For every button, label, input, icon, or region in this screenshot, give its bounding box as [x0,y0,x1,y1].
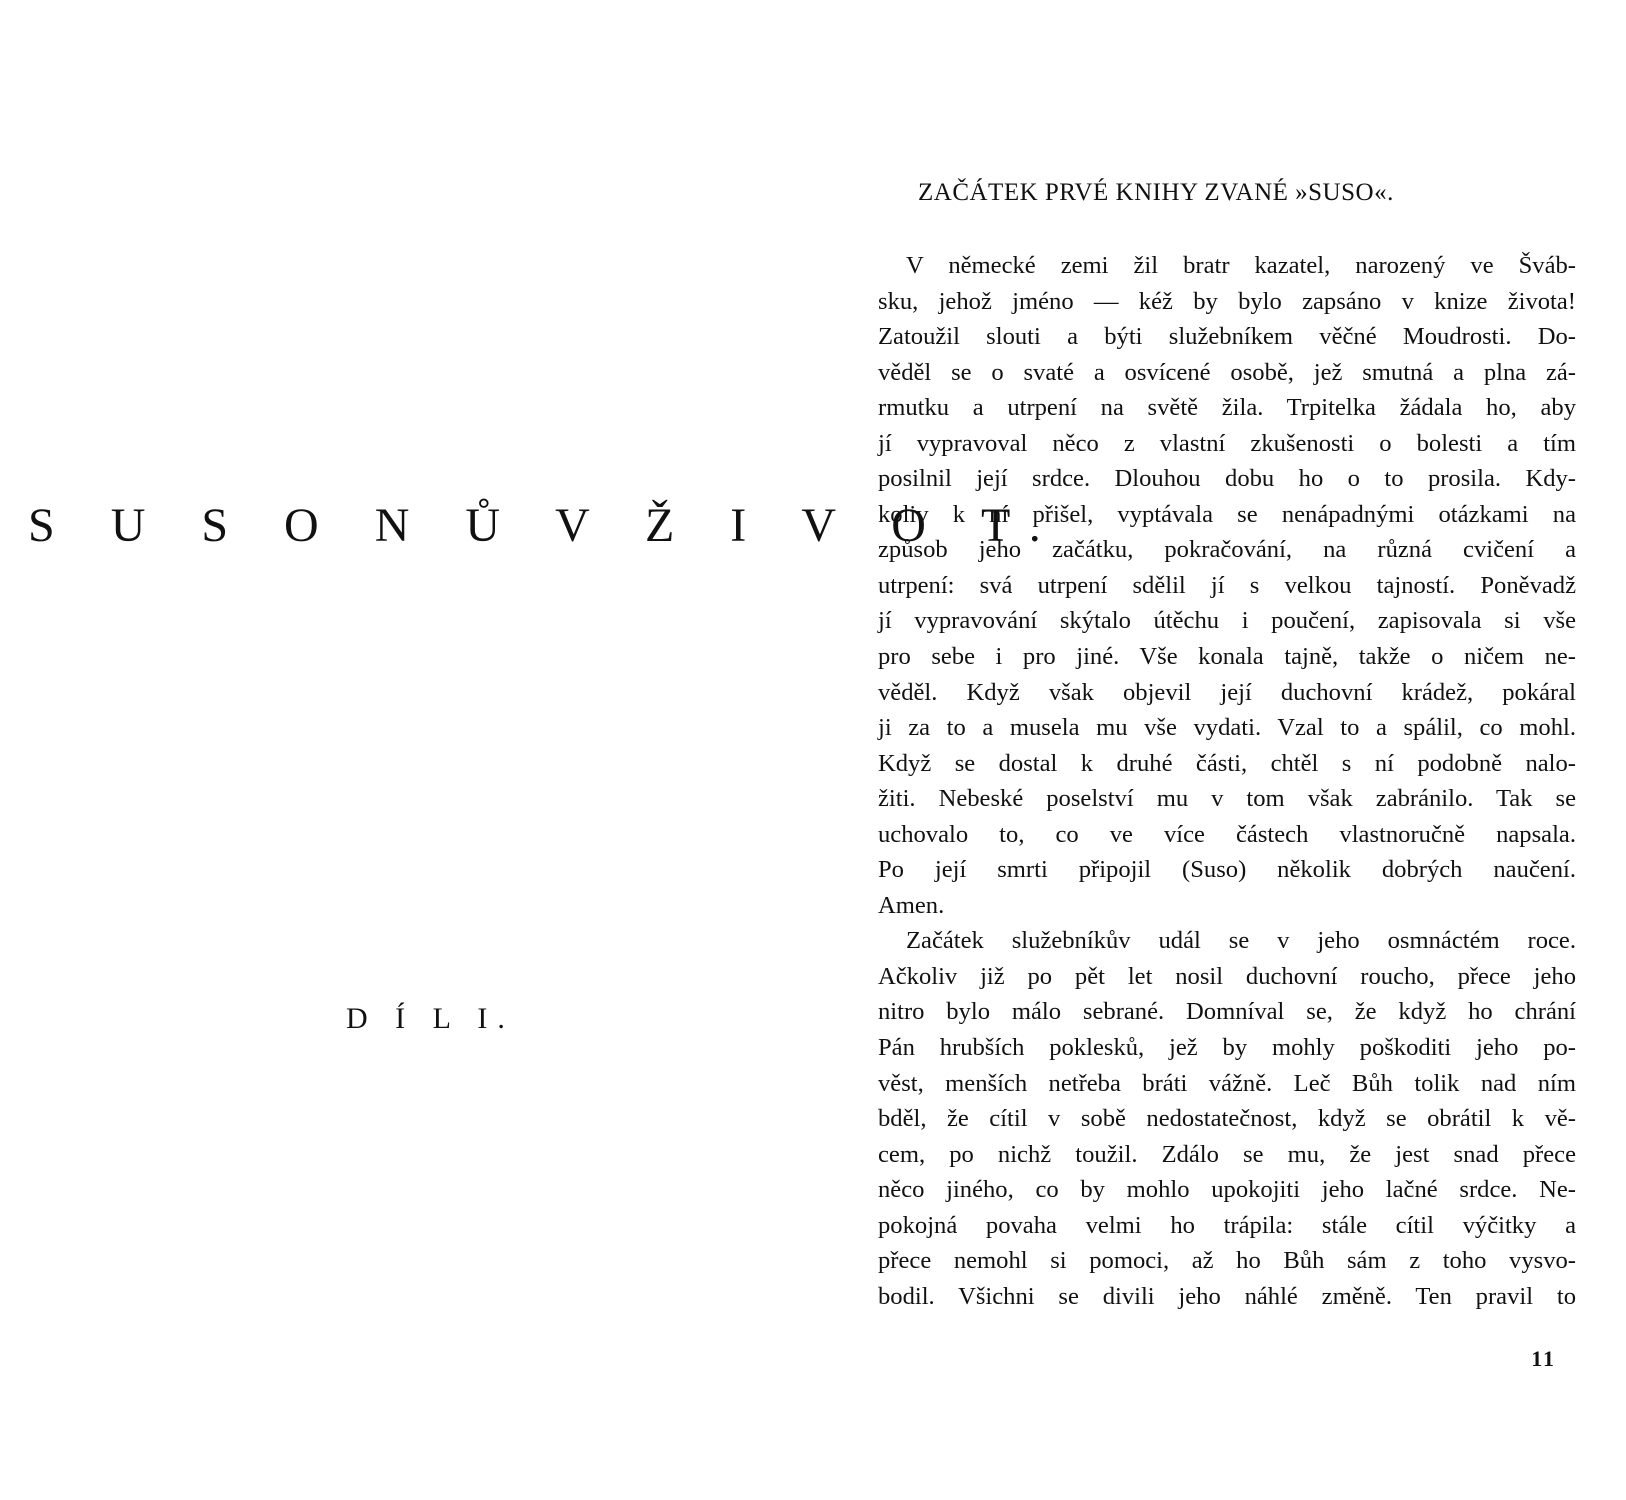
text-line: sku, jehož jméno — kéž by bylo zapsáno v knize života! [878,287,1576,315]
text-line: uchovalo to, co ve více částech vlastnoručně napsala. [878,820,1576,848]
text-line: způsob jeho začátku, pokračování, na různá cvičení a [878,536,1576,564]
text-line: žiti. Nebeské poselství mu v tom však zabránilo. Tak se [878,785,1576,813]
text-line: rmutku a utrpení na světě žila. Trpitelka žádala ho, aby [878,394,1576,422]
text-line: věděl se o svaté a osvícené osobě, jež smutná a plna zá- [878,358,1576,386]
right-page [878,0,1578,1500]
part-title: D Í L I. [346,1002,515,1035]
text-line: koliv k ní přišel, vyptávala se nenápadnými otázkami na [878,500,1576,528]
text-line: posilnil její srdce. Dlouhou dobu ho o to prosila. Kdy- [878,465,1576,493]
text-line: ji za to a musela mu vše vydati. Vzal to a spálil, co mohl. [878,714,1576,742]
text-line: Když se dostal k druhé části, chtěl s ní podobně nalo- [878,749,1576,777]
text-line: bděl, že cítil v sobě nedostatečnost, když se obrátil k vě- [878,1105,1576,1133]
text-line: Ačkoliv již po pět let nosil duchovní roucho, přece jeho [878,962,1576,990]
text-line: pokojná povaha velmi ho trápila: stále cítil výčitky a [878,1211,1576,1239]
text-line: utrpení: svá utrpení sdělil jí s velkou tajností. Poněvadž [878,571,1576,599]
text-line: cem, po nichž toužil. Zdálo se mu, že jest snad přece [878,1140,1576,1168]
text-line: Pán hrubších poklesků, jež by mohly poškoditi jeho po- [878,1034,1576,1062]
body-text [878,248,1576,1314]
text-line: věděl. Když však objevil její duchovní krádež, pokáral [878,678,1576,706]
page-number: 11 [1531,1346,1556,1371]
text-line: jí vypravoval něco z vlastní zkušenosti o bolesti a tím [878,429,1576,457]
chapter-heading: ZAČÁTEK PRVÉ KNIHY ZVANÉ »SUSO«. [918,179,1394,206]
text-line: Zatoužil slouti a býti služebníkem věčné Moudrosti. Do- [878,323,1576,351]
text-line: Po její smrti připojil (Suso) několik dobrých naučení. [878,856,1576,884]
text-line: jí vypravování skýtalo útěchu i poučení, zapisovala si vše [878,607,1576,635]
text-line: nitro bylo málo sebrané. Domníval se, že když ho chrání [878,998,1576,1026]
text-line: pro sebe i pro jiné. Vše konala tajně, takže o ničem ne- [878,643,1576,671]
text-line: věst, menších netřeba bráti vážně. Leč Bůh tolik nad ním [878,1069,1576,1097]
book-title: S U S O N Ů V Ž I V O T. [28,499,1063,552]
text-line: bodil. Všichni se divili jeho náhlé změně. Ten pravil to [878,1282,1576,1310]
text-line: přece nemohl si pomoci, až ho Bůh sám z toho vysvo- [878,1247,1576,1275]
text-line: Amen. [878,891,945,919]
text-line: něco jiného, co by mohlo upokojiti jeho lačné srdce. Ne- [878,1176,1576,1204]
text-line: V německé zemi žil bratr kazatel, narozený ve Šváb- [906,252,1576,279]
text-line: Začátek služebníkův udál se v jeho osmnáctém roce. [906,927,1576,955]
